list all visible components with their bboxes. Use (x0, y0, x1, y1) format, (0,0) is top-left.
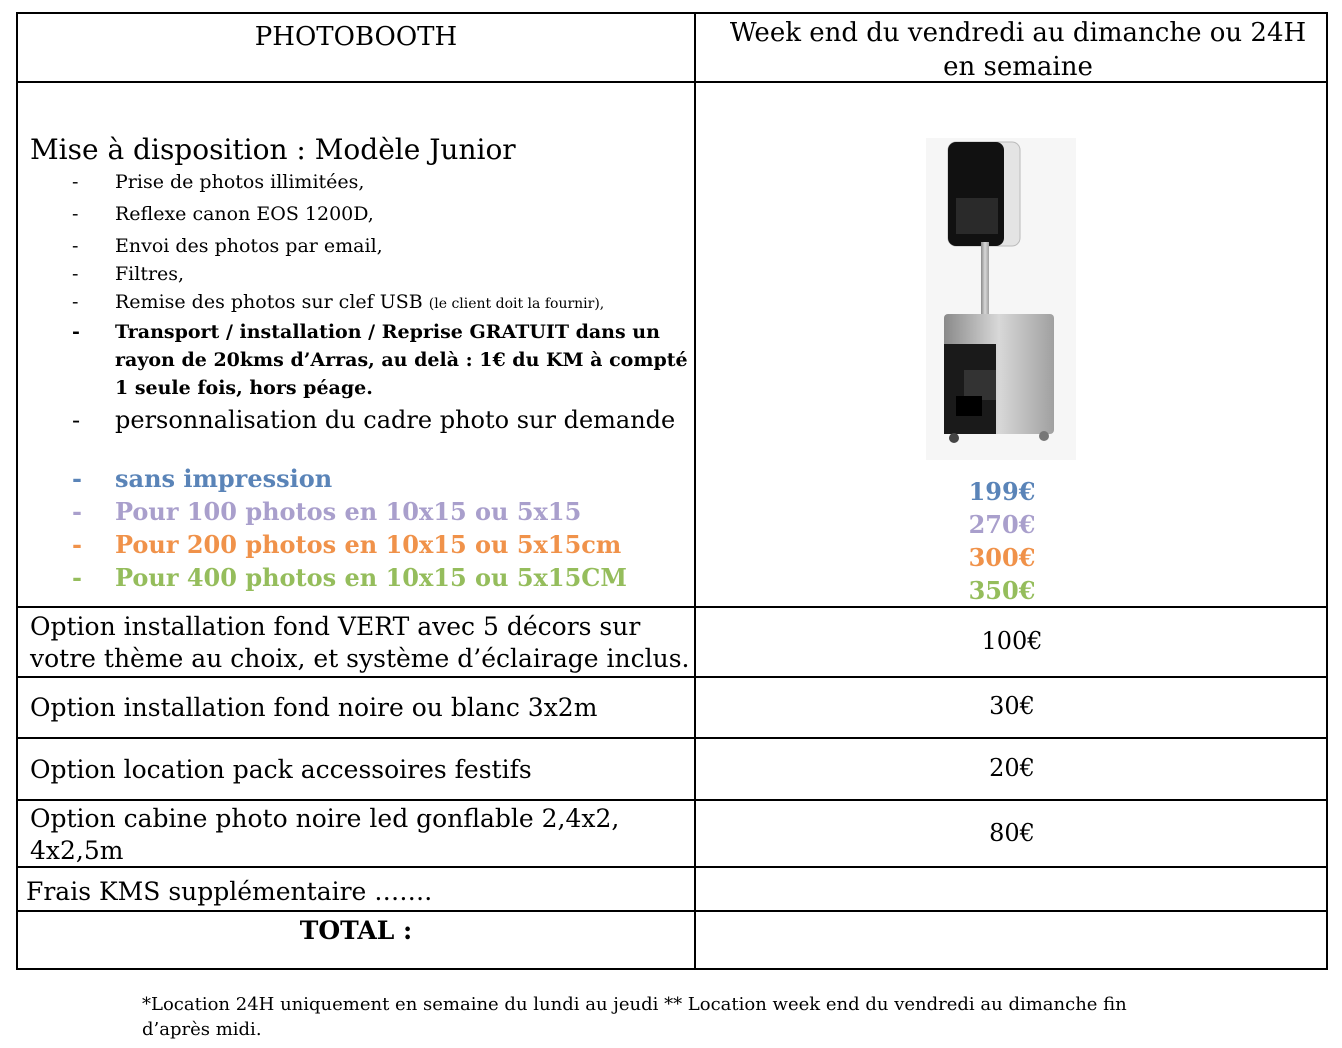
main-title: Mise à disposition : Modèle Junior (30, 133, 516, 166)
row-divider (18, 799, 1326, 801)
option-no-print: - sans impression (30, 462, 690, 495)
price-200-photos: 300€ (968, 543, 1036, 572)
photobooth-illustration (926, 138, 1076, 460)
option-accessories-label: Option location pack accessoires festifs (30, 755, 532, 784)
price-no-print: 199€ (968, 477, 1036, 506)
feature-list (30, 168, 690, 434)
row-divider (18, 606, 1326, 608)
photobooth-image (926, 138, 1076, 460)
option-backdrop-price: 30€ (989, 692, 1035, 720)
feature-item: - Envoi des photos par email, (30, 232, 690, 260)
option-100-photos: - Pour 100 photos en 10x15 ou 5x15 (30, 495, 690, 528)
option-backdrop-label: Option installation fond noire ou blanc 3x2m (30, 693, 598, 722)
feature-item: - Remise des photos sur clef USB (le client doit la fournir), (30, 288, 690, 318)
feature-item: - Filtres, (30, 260, 690, 288)
option-accessories-price: 20€ (989, 754, 1035, 782)
extra-km-label: Frais KMS supplémentaire ……. (26, 877, 433, 906)
price-list (928, 475, 1076, 607)
option-green-screen-price: 100€ (981, 627, 1043, 655)
row-divider (18, 737, 1326, 739)
feature-item-transport: - Transport / installation / Reprise GRATUIT dans un rayon de 20kms d’Arras, au delà : 1€ du KM à compté 1 seule fois, hors péage. (30, 318, 690, 402)
row-divider (18, 910, 1326, 912)
price-100-photos: 270€ (968, 510, 1036, 539)
header-rental-period: Week end du vendredi au dimanche ou 24H en semaine (729, 18, 1307, 82)
total-label: TOTAL : (299, 916, 413, 945)
header-photobooth: PHOTOBOOTH (254, 22, 458, 52)
feature-item: - Reflexe canon EOS 1200D, (30, 200, 690, 228)
option-inflatable-cabin-price: 80€ (989, 819, 1035, 847)
pricing-table (16, 12, 1328, 970)
feature-item: - personnalisation du cadre photo sur demande (30, 406, 690, 434)
feature-item: - Prise de photos illimitées, (30, 168, 690, 196)
row-divider (18, 676, 1326, 678)
option-green-screen-label: Option installation fond VERT avec 5 décors sur votre thème au choix, et système d’éclairage inclus. (30, 612, 690, 673)
option-200-photos: - Pour 200 photos en 10x15 ou 5x15cm (30, 528, 690, 561)
main-description (30, 132, 690, 594)
footnote: *Location 24H uniquement en semaine du lundi au jeudi ** Location week end du vendredi au dimanche fin d’après midi. (142, 994, 1127, 1040)
print-options (30, 462, 690, 594)
option-400-photos: - Pour 400 photos en 10x15 ou 5x15CM (30, 561, 690, 594)
price-400-photos: 350€ (968, 576, 1036, 605)
option-inflatable-cabin-label: Option cabine photo noire led gonflable 2,4x2, 4x2,5m (30, 804, 620, 865)
